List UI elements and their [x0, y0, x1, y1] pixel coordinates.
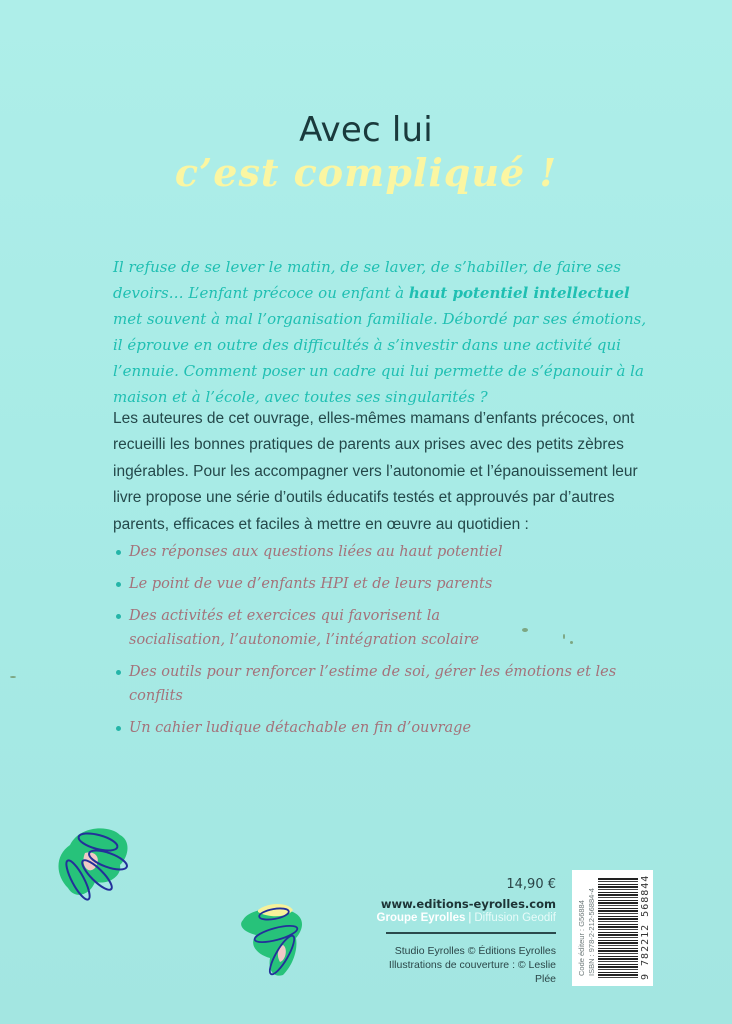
intro-text-1: Il refuse de se lever le matin, de se laver, de s’habiller, de faire ses devoirs… L’enfant précoce ou enfant à [113, 258, 621, 302]
intro-text-2: met souvent à mal l’organisation familiale. Débordé par ses émotions, il éprouve en outre des difficultés à s’investir dans une activité qui l’ennuie. Comment poser un cadre qui lui permette de s’épanouir à la maison et à l’école, avec toutes ses singularités ? [113, 310, 647, 406]
list-item-text: Des outils pour renforcer l’estime de soi, gérer les émotions et les conflits [129, 664, 617, 704]
code-editeur: Code éditeur : G56884 [577, 900, 586, 976]
publisher-group: Groupe Eyrolles [376, 912, 466, 924]
publisher-diffusion: Diffusion Geodif [474, 912, 556, 924]
title-line-1: Avec lui [299, 110, 433, 150]
publisher-website: www.editions-eyrolles.com [380, 897, 556, 911]
barcode-icon [598, 878, 638, 978]
intro-emphasis: haut potentiel intellectuel [408, 284, 630, 302]
bullet-dot-icon [116, 670, 121, 675]
list-item [116, 716, 656, 740]
paper-speck [570, 641, 573, 644]
title-line-2: c’est compliqué ! [174, 150, 558, 195]
body-paragraph: Les auteures de cet ouvrage, elles-mêmes mamans d’enfants précoces, ont recueilli les bonnes pratiques de parents aux prises avec des petits zèbres ingérables. Pour les accompagner vers l’autonomie et l’épanouissement leur livre propose une série d’outils éducatifs testés et approuvés par d’autres parents, efficaces et faciles à mettre en œuvre au quotidien : [113, 410, 638, 533]
publisher-line [370, 912, 556, 924]
credits [370, 944, 556, 986]
paper-speck [10, 676, 16, 678]
leaf-illustration-icon [238, 900, 313, 980]
bullet-dot-icon [116, 582, 121, 587]
list-item [116, 604, 536, 652]
credit-line-2: Illustrations de couverture : © Leslie Plée [388, 959, 556, 985]
barcode-digits: 9 782212 568844 [640, 874, 651, 980]
bullet-dot-icon [116, 614, 121, 619]
list-item-text: Des activités et exercices qui favorisent la socialisation, l’autonomie, l’intégration scolaire [129, 608, 480, 648]
leaf-illustration-icon [50, 820, 140, 910]
paper-speck [522, 628, 528, 632]
list-item [116, 660, 656, 708]
barcode-label [572, 870, 653, 986]
feature-list [116, 540, 656, 748]
list-item-text: Le point de vue d’enfants HPI et de leurs parents [129, 576, 493, 592]
bullet-dot-icon [116, 550, 121, 555]
paper-speck [563, 634, 565, 639]
list-item [116, 572, 656, 596]
isbn: ISBN : 978-2-212-56884-4 [587, 888, 596, 976]
list-item-text: Des réponses aux questions liées au haut potentiel [129, 544, 503, 560]
footer-divider [386, 932, 556, 934]
publisher-separator: | [468, 912, 472, 924]
list-item-text: Un cahier ludique détachable en fin d’ouvrage [129, 720, 472, 736]
price: 14,90 € [506, 877, 556, 892]
list-item [116, 540, 656, 564]
bullet-dot-icon [116, 726, 121, 731]
intro-paragraph [113, 254, 658, 410]
credit-line-1: Studio Eyrolles © Éditions Eyrolles [394, 945, 556, 957]
